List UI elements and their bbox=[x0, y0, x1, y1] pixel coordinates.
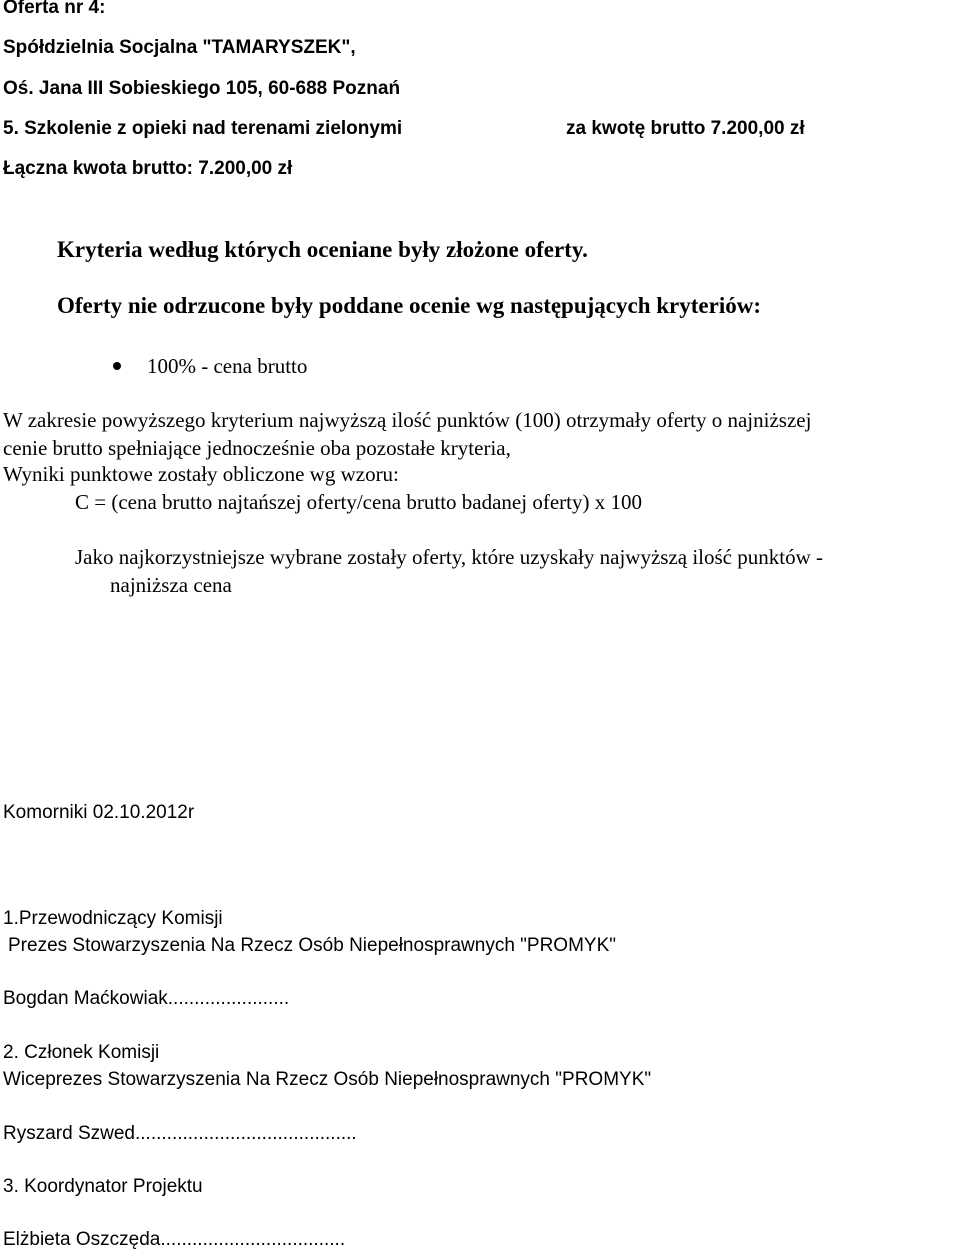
criteria-heading: Kryteria według których oceniane były złożone oferty. bbox=[57, 237, 588, 262]
offer-item: 5. Szkolenie z opieki nad terenami zielonymi bbox=[3, 118, 403, 139]
place-date: Komorniki 02.10.2012r bbox=[3, 802, 195, 823]
signer3-role: 3. Koordynator Projektu bbox=[3, 1176, 203, 1197]
signer2-organization: Wiceprezes Stowarzyszenia Na Rzecz Osób Niepełnosprawnych "PROMYK" bbox=[3, 1069, 652, 1090]
result-line1: Jako najkorzystniejsze wybrane zostały oferty, które uzyskały najwyższą ilość punktów - bbox=[75, 545, 823, 569]
criteria-bullet-item: 100% - cena brutto bbox=[147, 354, 308, 378]
offer-item-amount: za kwotę brutto 7.200,00 zł bbox=[566, 118, 805, 139]
bullet-icon bbox=[113, 362, 121, 370]
company-address: Oś. Jana III Sobieskiego 105, 60-688 Poznań bbox=[3, 78, 401, 99]
signer1-role: 1.Przewodniczący Komisji bbox=[3, 908, 223, 929]
criteria-paragraph-line2: cenie brutto spełniające jednocześnie oba pozostałe kryteria, bbox=[3, 436, 511, 460]
offer-total: Łączna kwota brutto: 7.200,00 zł bbox=[3, 158, 293, 179]
scoring-formula: C = (cena brutto najtańszej oferty/cena brutto badanej oferty) x 100 bbox=[75, 490, 642, 514]
result-line2: najniższa cena bbox=[110, 573, 232, 597]
criteria-paragraph-line3: Wyniki punktowe zostały obliczone wg wzoru: bbox=[3, 462, 399, 486]
signer2-name: Ryszard Szwed.......................................... bbox=[3, 1123, 357, 1144]
signer1-organization: Prezes Stowarzyszenia Na Rzecz Osób Niepełnosprawnych "PROMYK" bbox=[8, 935, 616, 956]
criteria-subheading: Oferty nie odrzucone były poddane ocenie wg następujących kryteriów: bbox=[57, 293, 761, 318]
criteria-paragraph-line1: W zakresie powyższego kryterium najwyższą ilość punktów (100) otrzymały oferty o najniższej bbox=[3, 408, 812, 432]
signer2-role: 2. Członek Komisji bbox=[3, 1042, 160, 1063]
offer-header: Oferta nr 4: bbox=[3, 0, 106, 18]
signer1-name: Bogdan Maćkowiak....................... bbox=[3, 988, 290, 1009]
company-name: Spółdzielnia Socjalna "TAMARYSZEK", bbox=[3, 37, 356, 58]
signer3-name: Elżbieta Oszczęda................................... bbox=[3, 1229, 346, 1250]
